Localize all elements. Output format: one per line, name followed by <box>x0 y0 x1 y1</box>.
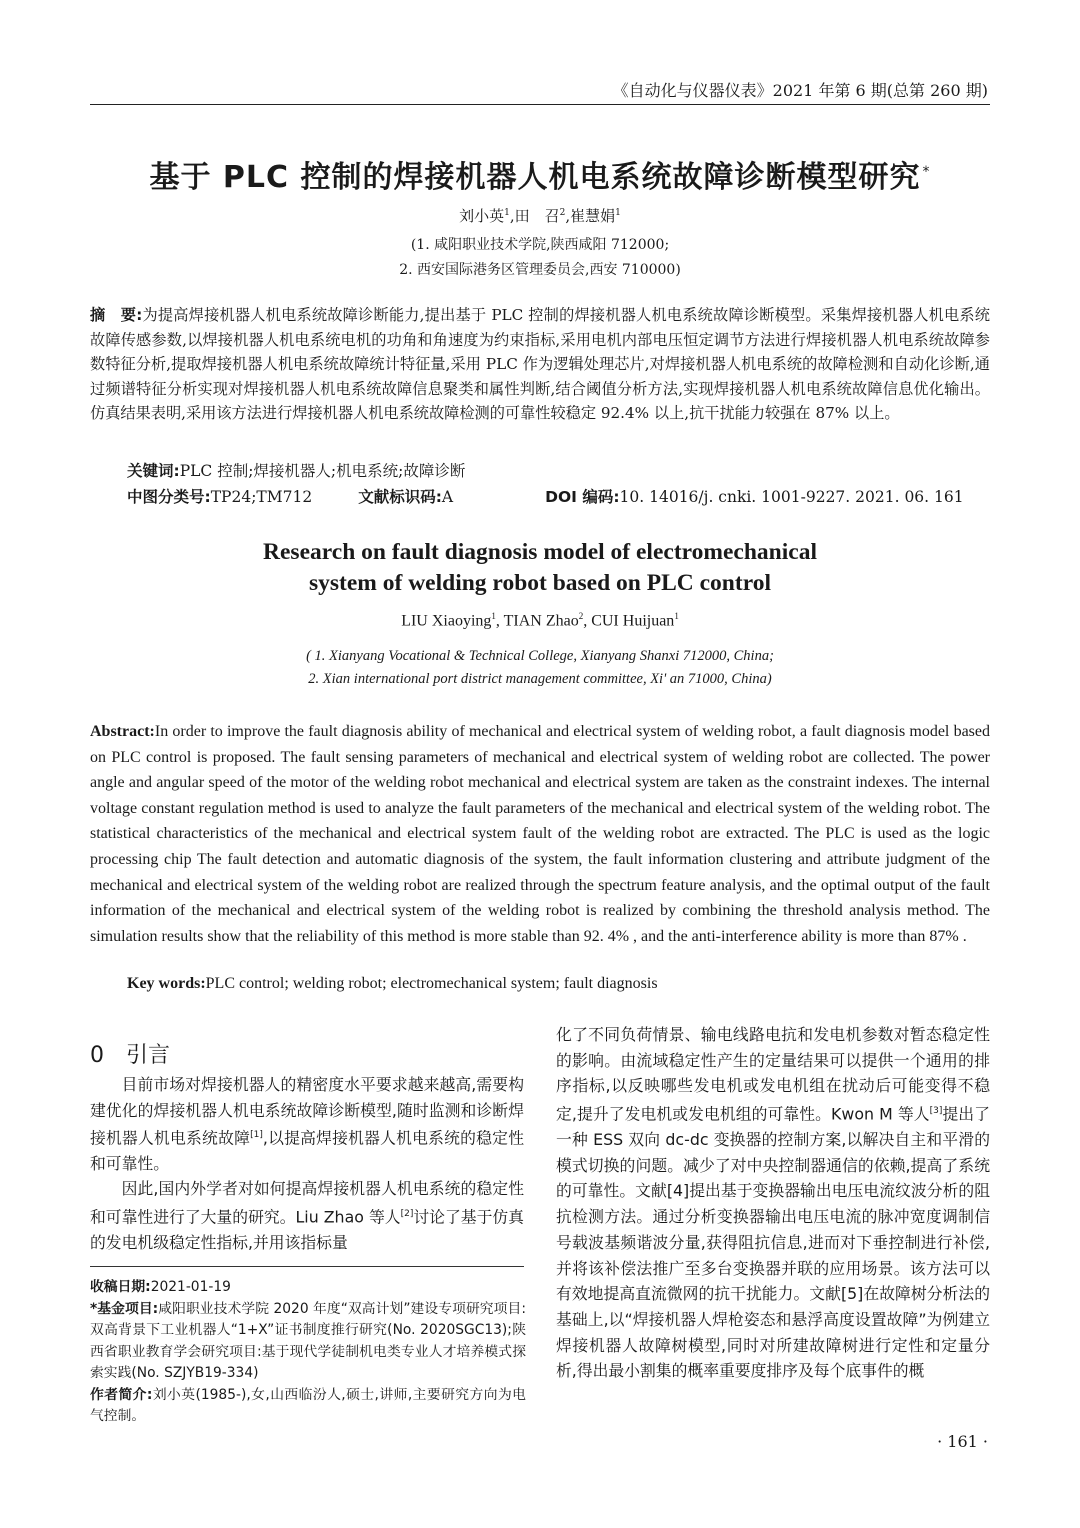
author-name: TIAN Zhao <box>503 612 579 630</box>
paragraph-text: 化了不同负荷情景、输电线路电抗和发电机参数对暂态稳定性的影响。由流域稳定性产生的定量结果可以提供一个通用的排序指标,以反映哪些发电机或发电机组在扰动后可能变得不稳定,提升了发电机或发电机组的可靠性。Kwon M 等人 <box>556 1025 990 1124</box>
journal-header: 《自动化与仪器仪表》2021 年第 6 期(总第 260 期) <box>612 81 988 100</box>
english-authors: LIU Xiaoying$^1$, TIAN Zhao$^2$, CUI Huijuan$^1$ <box>401 611 679 630</box>
author-affiliation-mark: 1 <box>615 208 621 218</box>
paragraph-text: 提出了一种 ESS 双向 dc-dc 变换器的控制方案,以解决自主和平滑的模式切换的问题。减少了对中央控制器通信的依赖,提高了系统的可靠性。文献[4]提出基于变换器输出电压电流纹波分析的阻抗检测方法。通过分析变换器输出电压电流的脉冲宽度调制信号载波基频谐波分量,获得阻抗信息,进而对下垂控制进行补偿,并将该补偿法推广至多台变换器并联的应用场景。该方法可以有效地提高直流微网的抗干扰能力。文献[5]在故障树分析法的基础上,以“焊接机器人焊枪姿态和悬浮高度设置故障”为例建立焊接机器人故障树模型,同时对所建故障树进行定性和定量分析,得出最小割集的概率重要度排序及每个底事件的概 <box>556 1104 990 1381</box>
keywords-text: PLC control; welding robot; electromechanical system; fault diagnosis <box>205 975 658 992</box>
doi-label: DOI 编码: <box>545 488 620 506</box>
chinese-abstract <box>90 303 990 426</box>
chinese-title-text: 基于 PLC 控制的焊接机器人机电系统故障诊断模型研究 <box>149 160 921 195</box>
footnote-rule <box>90 1266 524 1267</box>
english-abstract <box>90 719 990 949</box>
footnote-received <box>90 1277 526 1299</box>
chinese-affiliation-1: (1. 咸阳职业技术学院,陕西咸阳 712000; <box>410 237 670 253</box>
english-affiliation-1: ( 1. Xianyang Vocational & Technical College, Xianyang Shanxi 712000, China; <box>306 648 774 664</box>
citation[interactable]: [3] <box>929 1106 943 1117</box>
fund-text: 咸阳职业技术学院 2020 年度“双高计划”建设专项研究项目:双高背景下工业机器人“1+X”证书制度推行研究(No. 2020SGC13);陕西省职业教育学会研究项目:基于现代学徒制机电类专业人才培养模式探索实践(No. SZJYB19-334) <box>90 1300 527 1381</box>
english-title <box>0 537 1080 599</box>
author-bio-label: 作者简介: <box>90 1386 153 1403</box>
title-footnote-mark: * <box>922 164 931 180</box>
footnote-author <box>90 1385 526 1428</box>
author-name: 崔慧娟 <box>570 207 616 225</box>
english-title-line: system of welding robot based on PLC control <box>309 570 771 596</box>
clc-label: 中图分类号: <box>127 488 211 506</box>
english-affiliation-2: 2. Xian international port district management committee, Xi' an 71000, China) <box>308 671 772 687</box>
footnotes <box>90 1277 526 1428</box>
author-affiliation-mark: 1 <box>674 611 679 621</box>
received-date: 2021-01-19 <box>150 1279 231 1295</box>
keywords-text: PLC 控制;焊接机器人;机电系统;故障诊断 <box>179 462 466 480</box>
paragraph <box>90 1072 524 1176</box>
abstract-text: 为提高焊接机器人机电系统故障诊断能力,提出基于 PLC 控制的焊接机器人机电系统故障诊断模型。采集焊接机器人机电系统故障传感参数,以焊接机器人机电系统电机的功角和角速度为约束指标,采用电机内部电压恒定调节方法进行焊接机器人机电系统故障参数特征分析,提取焊接机器人机电系统故障统计特征量,采用 PLC 作为逻辑处理芯片,对焊接机器人机电系统的故障检测和自动化诊断,通过频谱特征分析实现对焊接机器人机电系统故障信息聚类和属性判断,结合阈值分析方法,实现焊接机器人机电系统故障信息优化输出。仿真结果表明,采用该方法进行焊接机器人机电系统故障检测的可靠性较稳定 92.4% 以上,抗干扰能力较强在 87% 以上。 <box>90 306 990 423</box>
classification-line <box>127 485 964 507</box>
english-title-line: Research on fault diagnosis model of electromechanical <box>263 539 817 565</box>
footnote-fund <box>90 1299 526 1385</box>
header-rule <box>90 104 990 105</box>
chinese-keywords <box>127 459 465 481</box>
clc-value: TP24;TM712 <box>210 488 313 506</box>
citation[interactable]: [1] <box>250 1130 263 1140</box>
keywords-label: 关键词: <box>127 462 180 480</box>
abstract-label: 摘 要: <box>90 306 143 324</box>
author-name: LIU Xiaoying <box>401 612 492 630</box>
citation[interactable]: [2] <box>400 1208 414 1219</box>
paragraph-text: 因此,国内外学者对如何提高焊接机器人机电系统的稳定性和可靠性进行了大量的研究。Liu Zhao 等人 <box>90 1179 524 1227</box>
right-column <box>556 1022 990 1384</box>
section-number: 0 <box>90 1043 104 1068</box>
chinese-affiliation-2: 2. 西安国际港务区管理委员会,西安 710000) <box>399 262 681 278</box>
author-affiliation-mark: 2 <box>578 611 584 621</box>
english-keywords <box>127 975 658 993</box>
chinese-title <box>0 152 1080 196</box>
abstract-text: In order to improve the fault diagnosis ability of mechanical and electrical system of welding robot, a fault diagnosis model based on PLC control is proposed. The fault sensing parameters of mechanical and electrical system of welding robot are collected. The power angle and angular speed of the motor of the welding robot mechanical and electrical system are taken as the constraint indexes. The internal voltage constant regulation method is used to analyze the fault parameters of the mechanical and electrical system of the welding robot. The statistical characteristics of the mechanical and electrical system fault of the welding robot are extracted. The PLC is used as the logic processing chip The fault detection and automatic diagnosis of the system, the fault information clustering and attribute judgment of the mechanical and electrical system of the welding robot are realized through the spectrum feature analysis, and the optimal output of the fault information of the mechanical and electrical system of the welding robot is realized by combining the threshold analysis method. The simulation results show that the reliability of this method is more stable than 92. 4% , and the anti-interference ability is more than 87% . <box>90 723 990 945</box>
author-name: CUI Huijuan <box>591 612 675 630</box>
doc-code-label: 文献标识码: <box>358 488 442 506</box>
page-number: · 161 · <box>937 1432 988 1451</box>
paragraph <box>90 1176 524 1255</box>
author-bio-text: 刘小英(1985-),女,山西临汾人,硕士,讲师,主要研究方向为电气控制。 <box>90 1386 526 1424</box>
doc-code-value: A <box>441 488 454 506</box>
received-label: 收稿日期: <box>90 1279 151 1295</box>
author-name: 刘小英 <box>459 207 505 225</box>
paragraph <box>556 1022 990 1384</box>
paragraph-text: 目前市场对焊接机器人的精密度水平要求越来越高,需要构建优化的焊接机器人机电系统故障诊断模型,随时监测和诊断焊接机器人机电系统故障 <box>90 1075 524 1148</box>
keywords-label: Key words: <box>127 975 206 992</box>
author-affiliation-mark: 1 <box>491 611 496 621</box>
doi-value[interactable]: 10. 14016/j. cnki. 1001-9227. 2021. 06. 161 <box>619 488 964 506</box>
paragraph-text: 讨论了基于仿真的发电机级稳定性指标,并用该指标量 <box>90 1207 524 1252</box>
author-affiliation-mark: 1 <box>504 208 510 218</box>
left-column <box>90 1072 524 1255</box>
fund-label: *基金项目: <box>90 1300 159 1317</box>
paragraph-text: ,以提高焊接机器人机电系统的稳定性和可靠性。 <box>90 1128 524 1173</box>
author-name: 田 召 <box>514 207 560 225</box>
abstract-label: Abstract: <box>90 723 155 740</box>
chinese-authors: 刘小英$^1$,田 召$^2$,崔慧娟$^1$ <box>459 207 621 225</box>
section-heading <box>90 1038 170 1069</box>
author-affiliation-mark: 2 <box>559 208 566 218</box>
section-title: 引言 <box>126 1043 171 1068</box>
